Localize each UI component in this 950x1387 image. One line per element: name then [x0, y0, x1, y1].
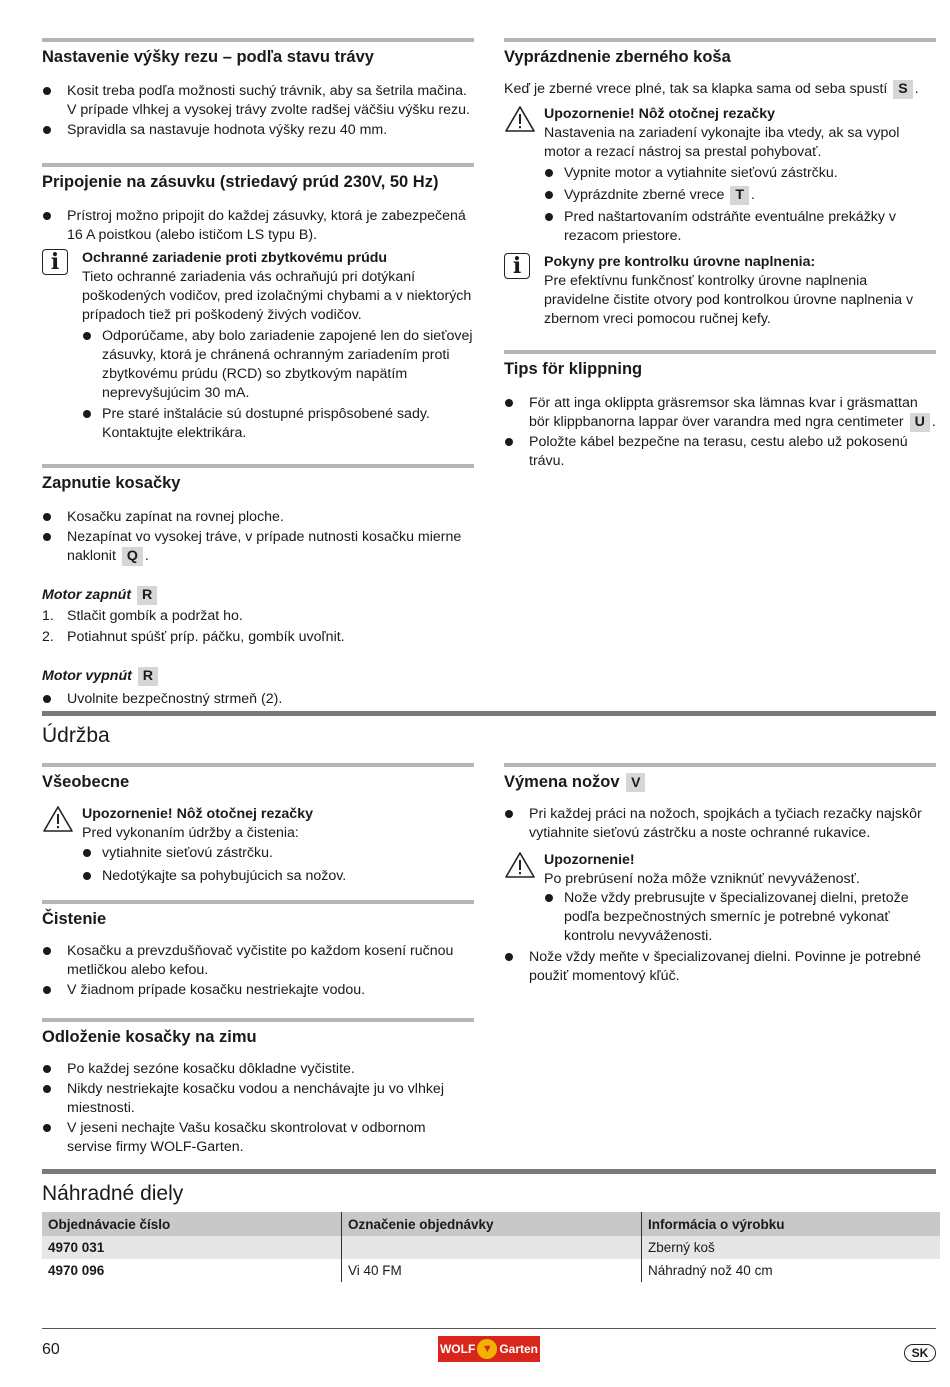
list-item: Odporúčame, aby bolo zariadenie zapojené len do sieťovej zásuvky, ktorá je chránená ochranným zariadením proti zbytkovému prúdu (RCD) so zbytkovým napätím neprevyšujúcim 30 mA. [82, 327, 474, 403]
footer-divider [42, 1328, 936, 1329]
logo-text-left: WOLF [439, 1341, 476, 1356]
section-heading-cleaning: Čistenie [42, 900, 474, 930]
list-item: Pre staré inštalácie sú dostupné prispôsobené sady. Kontaktujte elektrikára. [82, 405, 474, 443]
info-icon: i [42, 249, 68, 275]
warning-triangle-icon [504, 105, 536, 139]
motor-on-steps [42, 607, 474, 647]
list-item: Vypnite motor a vytiahnite sieťovú zástrčku. [544, 164, 936, 183]
section-heading-tips: Tips för klippning [504, 350, 936, 380]
maintenance-right-column [504, 763, 936, 987]
spare-parts-heading: Náhradné diely [42, 1169, 936, 1207]
step-text: Potiahnut spúšť príp. páčku, gombík uvoľnit. [67, 629, 345, 645]
list-item: Uvolnite bezpečnostný strmeň (2). [42, 690, 474, 709]
table-cell: Zberný koš [642, 1236, 941, 1259]
paragraph-text: Keď je zberné vrece plné, tak sa klapka sama od seba spustí [504, 81, 888, 97]
left-column [42, 38, 474, 710]
note-text: Pre efektívnu funkčnosť kontrolky úrovne naplnenia pravidelne čistite otvory pod kontrolkou úrovne naplnenia v zbernom vreci pomocou ručnej kefy. [544, 273, 914, 327]
table-cell: 4970 031 [42, 1236, 342, 1259]
column-header: Označenie objednávky [342, 1212, 642, 1236]
section-heading-cut-height: Nastavenie výšky rezu – podľa stavu trávy [42, 38, 474, 68]
wolf-garten-logo [438, 1336, 540, 1362]
socket-list [42, 207, 474, 245]
logo-text-right: Garten [499, 1341, 538, 1356]
cut-height-list [42, 82, 474, 140]
empty-bag-text: Keď je zberné vrece plné, tak sa klapka sama od seba spustí S . [504, 81, 919, 97]
list-item: Prístroj možno pripojit do každej zásuvky, ktorá je zabezpečená 16 A poistkou (alebo ističom LS typu B). [42, 207, 474, 245]
column-header: Informácia o výrobku [642, 1212, 941, 1236]
warning-list [82, 844, 474, 886]
figure-ref-box: R [138, 667, 158, 686]
step-text: Stlačit gombík a podržat ho. [67, 608, 243, 624]
motor-off-list [42, 690, 474, 709]
warning-text: Nastavenia na zariadení vykonajte iba vtedy, ak sa vypol motor a rezací nástroj sa prestal pohybovať. [544, 125, 900, 160]
list-item: Nože vždy meňte v špecializovanej dielni. Povinne je potrebné použiť momentový kľúč. [504, 948, 936, 986]
warning-list [544, 164, 936, 246]
spare-parts-table [42, 1212, 940, 1282]
rcd-info-note [42, 249, 474, 443]
info-icon: i [504, 253, 530, 279]
section-heading-knives [504, 763, 936, 793]
list-item: Pri každej práci na nožoch, spojkách a tyčiach rezačky najskôr vytiahnite sieťovú zástrčku a noste ochranné rukavice. [504, 805, 936, 843]
maintenance-left-column [42, 763, 474, 1158]
warning-title: Upozornenie! Nôž otočnej rezačky [544, 106, 775, 122]
figure-ref-box: S [893, 80, 912, 99]
section-heading-empty-bag: Vyprázdnenie zberného koša [504, 38, 936, 68]
knives-list [504, 805, 936, 843]
cleaning-list [42, 942, 474, 1000]
list-item: Vyprázdnite zberné vrece T . [544, 186, 936, 205]
list-item: Po každej sezóne kosačku dôkladne vyčistite. [42, 1060, 474, 1079]
section-heading-general: Všeobecne [42, 763, 474, 793]
section-heading-socket: Pripojenie na zásuvku (striedavý prúd 230V, 50 Hz) [42, 163, 474, 193]
list-item: vytiahnite sieťovú zástrčku. [82, 844, 474, 863]
warning-triangle-icon [42, 805, 74, 839]
general-warning-note [42, 805, 474, 886]
fox-icon: ▼ [477, 1339, 497, 1359]
list-item: Pred naštartovaním odstráňte eventuálne prekážky v rezacom priestore. [544, 208, 936, 246]
table-cell: Vi 40 FM [342, 1259, 642, 1282]
list-item: Položte kábel bezpečne na terasu, cestu alebo už pokosenú trávu. [504, 433, 936, 471]
motor-on-heading [42, 586, 474, 605]
warning-list [544, 889, 936, 946]
list-item: Nezapínat vo vysokej tráve, v prípade nutnosti kosačku mierne naklonit Q . [42, 528, 474, 566]
language-badge: SK [904, 1344, 936, 1362]
list-item: Nikdy nestriekajte kosačku vodou a nenchávajte ju vo vlhkej miestnosti. [42, 1080, 474, 1118]
warning-text: Pred vykonaním údržby a čistenia: [82, 825, 299, 841]
knives-warning-note [504, 851, 936, 946]
section-heading-winter: Odloženie kosačky na zimu [42, 1018, 474, 1048]
list-item: För att inga oklippta gräsremsor ska lämnas kvar i gräsmattan bör klippbanorna lappar över varandra med ngra centimeter U . [504, 394, 936, 432]
note-title: Ochranné zariadenie proti zbytkovému prúdu [82, 250, 388, 266]
motor-off-title: Motor vypnút [42, 668, 132, 684]
warning-title: Upozornenie! [544, 852, 635, 868]
maintenance-heading: Údržba [42, 711, 936, 749]
figure-ref-box: T [730, 186, 749, 205]
list-item: V jeseni nechajte Vašu kosačku skontrolovat v odbornom servise firmy WOLF-Garten. [42, 1119, 474, 1157]
column-header: Objednávacie číslo [42, 1212, 342, 1236]
table-header-row [42, 1212, 940, 1236]
step-number: 2. [42, 629, 54, 645]
list-item-text: Nezapínat vo vysokej tráve, v prípade nutnosti kosačku mierne naklonit [67, 529, 462, 564]
section-heading-start-mower: Zapnutie kosačky [42, 464, 474, 494]
list-item: Kosačku a prevzdušňovač vyčistite po každom kosení ručnou metličkou alebo kefou. [42, 942, 474, 980]
figure-ref-box: V [626, 773, 645, 792]
warning-text: Po prebrúsení noža môže vzniknúť nevyváženosť. [544, 871, 860, 887]
start-mower-list [42, 508, 474, 566]
table-row [42, 1259, 940, 1282]
table-cell: 4970 096 [48, 1263, 105, 1278]
list-item-text: För att inga oklippta gräsremsor ska lämnas kvar i gräsmattan bör klippbanorna lappar över varandra med ngra centimeter [529, 395, 918, 430]
table-row [42, 1236, 940, 1259]
figure-ref-box: Q [122, 547, 143, 566]
figure-ref-box: R [137, 586, 157, 605]
table-cell: Náhradný nož 40 cm [642, 1259, 941, 1282]
list-item: Kosačku zapínat na rovnej ploche. [42, 508, 474, 527]
motor-off-heading [42, 667, 474, 686]
figure-ref-box: U [910, 413, 930, 432]
table-cell [342, 1236, 642, 1259]
right-column [504, 38, 936, 472]
list-item: Kosit treba podľa možnosti suchý trávnik, aby sa šetrila mačina. V prípade vlhkej a vysokej trávy zvolte radšej väčšiu výšku rezu. [42, 82, 474, 120]
winter-list [42, 1060, 474, 1157]
warning-triangle-icon [504, 851, 536, 885]
tips-list [504, 394, 936, 471]
warning-title: Upozornenie! Nôž otočnej rezačky [82, 806, 313, 822]
motor-on-title: Motor zapnút [42, 587, 132, 603]
list-item: Nedotýkajte sa pohybujúcich sa nožov. [82, 867, 474, 886]
list-item: V žiadnom prípade kosačku nestriekajte vodou. [42, 981, 474, 1000]
step-number: 1. [42, 608, 54, 624]
list-item: Nože vždy prebrusujte v špecializovanej dielni, pretože podľa bezpečnostných smerníc je potrebné vykonať kontrolu nevyváženosti. [544, 889, 936, 946]
note-title: Pokyny pre kontrolku úrovne naplnenia: [544, 254, 816, 270]
warning-note [504, 105, 936, 246]
step-item [42, 607, 474, 626]
note-text: Tieto ochranné zariadenia vás ochraňujú pri dotýkaní poškodených vodičov, pred izolačnými chybami a v niektorých prípadoch tiež pri poškodený živých vodičov. [82, 269, 472, 323]
fill-level-info-note [504, 253, 936, 329]
note-list [82, 327, 474, 443]
section-title-text: Výmena nožov [504, 773, 620, 791]
list-item: Spravidla sa nastavuje hodnota výšky rezu 40 mm. [42, 121, 474, 140]
step-item [42, 628, 474, 647]
knives-list-2 [504, 948, 936, 986]
list-item-text: Vyprázdnite zberné vrece [564, 187, 725, 203]
page-number: 60 [42, 1341, 60, 1358]
